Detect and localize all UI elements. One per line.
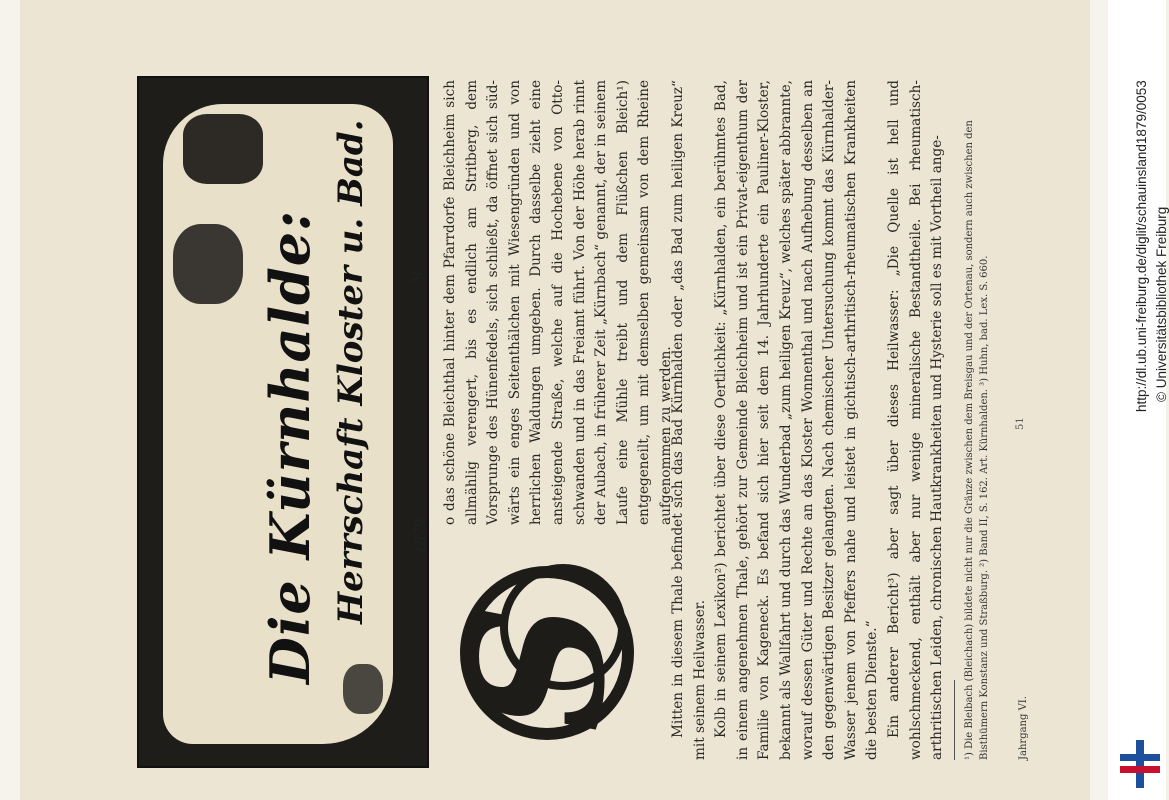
footnote-divider — [954, 680, 955, 760]
copyright-notice: © Universitätsbibliothek Freiburg — [1154, 206, 1169, 402]
ornament — [183, 114, 263, 184]
paragraph-1: o das schöne Bleichthal hinter dem Pfarrdorfe Bleichheim sich allmählig verengert, bis es endlich am Stritberg, dem Vorsprunge des Hünenfedels, sich schließt, da öffnet sich süd-wärts ein enges Seitenthälchen mit Wiesengründen und von herrlichen Waldungen umgeben. Durch dasselbe zieht eine ansteigende Straße, welche auf die Hochebene von Otto-schwanden und in das Freiamt führt. Von der Höhe herab rinnt der Aubach, in früherer Zeit „Kürnbach“ genannt, der in seinem Laufe eine Mühle treibt und dem Flüßchen Bleich¹) entgegeneilt, um mit demselben gemeinsam von dem Rheine aufgenommen zu werden. — [442, 80, 674, 525]
decorative-initial — [434, 545, 660, 750]
banner-subtitle: Herrschaft Kloster u. Bad. — [331, 119, 371, 624]
banner-scroll — [163, 104, 429, 744]
banner-year: 1879 — [413, 518, 429, 554]
page-scan — [20, 0, 1090, 800]
rotated-page-content — [40, 0, 1110, 800]
logo-bar — [1120, 766, 1160, 773]
paragraph-2: Mitten in diesem Thale befindet sich das Bad Kürnhalden oder „das Bad zum heiligen Kreuz“ mit seinem Heilwasser. — [670, 80, 708, 760]
page-number: 51 — [1015, 417, 1026, 430]
logo-bar — [1136, 740, 1144, 788]
ub-freiburg-logo-icon — [1120, 740, 1160, 788]
text-column-beside-initial — [440, 80, 678, 525]
paragraph-4: Ein anderer Bericht³) aber sagt über dieses Heilwasser: „Die Quelle ist hell und wohlschmeckend, enthält aber nur wenige mineralische Bestandtheile. Bei rheumatisch-arthritischen Leiden, chronischen Hautkrankheiten und Hysterie soll es mit Vortheil ange- — [885, 80, 946, 760]
ornament — [173, 224, 243, 304]
logo-bar — [1120, 754, 1160, 761]
ornament — [343, 664, 383, 714]
banner-signature: M. — [409, 266, 424, 284]
text-column-full — [668, 80, 949, 760]
title-banner-illustration — [137, 76, 429, 768]
initial-letter: S — [434, 602, 645, 732]
volume-signature: Jahrgang VI. — [1018, 696, 1029, 760]
paragraph-3: Kolb in seinem Lexikon²) berichtet über diese Oertlichkeit: „Kürnhalden, ein berühmtes Bad, in einem angenehmen Thale, gehört zur Gemeinde Bleichheim und ist ein Privat-eigenthum der Familie von Kageneck. Es befand sich hier seit dem 14. Jahrhunderte ein Pauliner-Kloster, bekannt als Wallfahrt und durch das Wunderbad „zum heiligen Kreuz“, welches später abbrannte, worauf dessen Güter und Rechte an das Kloster Wonnenthal und nach Aufhebung desselben an den gegenwärtigen Besitzer gelangten. Nach chemischer Untersuchung kommt das Kürnhalder-Wasser jenem von Pfeffers nahe und leistet in gichtisch-arthritisch-rheumatischen Krankheiten die besten Dienste.“ — [713, 80, 881, 760]
footnotes: ¹) Die Bleibach (Bleichach) bildete nicht nur die Gränze zwischen dem Breisgau und der Ortenau, sondern auch zwischen den Bisthümern Konstanz und Straßburg. ²) Band II, S. 162. Art. Kürnhalden. ³) Huhn, bad. Lex. S. 660. — [964, 120, 990, 760]
permalink-url[interactable]: http://dl.ub.uni-freiburg.de/diglit/schauinsland1879/0053 — [1134, 80, 1149, 412]
banner-title: Die Kürnhalde: — [258, 209, 322, 684]
